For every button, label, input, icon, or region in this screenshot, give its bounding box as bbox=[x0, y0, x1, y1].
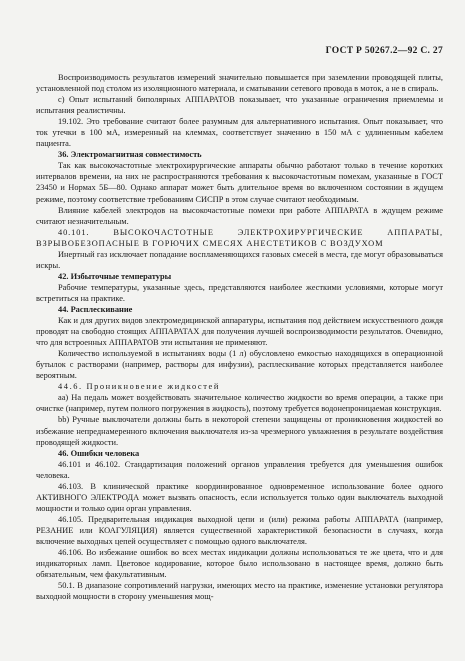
paragraph: Инертный газ исключает попадание воспламеняющихся газовых смесей в места, где могут образовываться искры. bbox=[36, 249, 443, 270]
paragraph: с) Опыт испытаний биполярных АППАРАТОВ показывает, что указанные ограничения приемлемы и испытания реалистичны. bbox=[36, 95, 443, 116]
section-heading: 42. Избыточные температуры bbox=[58, 271, 172, 281]
section-heading: 36. Электромагнитная совместимость bbox=[58, 150, 202, 160]
page-header: ГОСТ Р 50267.2—92 С. 27 bbox=[325, 46, 443, 56]
paragraph: Количество используемой в испытаниях воды (1 л) обусловлено емкостью находящихся в операционной бутылок с растворами (например, растворы для инфузии), расплескивание которых представляется наиболее вероятным. bbox=[36, 349, 443, 381]
paragraph: 19.102. Это требование считают более разумным для альтернативного испытания. Опыт показывает, что ток утечки в 100 мА, измеренный на клеммах, соответствует значению в 150 мА с удлиненным кабелем пациента. bbox=[36, 117, 443, 149]
paragraph: Воспроизводимость результатов измерений значительно повышается при заземлении проводящей плиты, установленной под столом из изоляционного материала, и сматывании сетевого провода в моток, а не в спираль. bbox=[36, 73, 443, 94]
section-heading: 46. Ошибки человека bbox=[58, 448, 140, 458]
paragraph: 46.103. В клинической практике координированное одновременное использование более одного АКТИВНОГО ЭЛЕКТРОДА может вызвать опасность, если используется только один выключатель выходной мощности и только один орган управления. bbox=[36, 481, 443, 513]
paragraph: 46.106. Во избежание ошибок во всех местах индикации должны использоваться те же цвета, что и для индикаторных ламп. Цветовое кодирование, которое было использовано в настоящее время, должно быть обязательным, чем факультативным. bbox=[36, 548, 443, 580]
paragraph: 46.101 и 46.102. Стандартизация положений органов управления требуется для уменьшения ошибок человека. bbox=[36, 459, 443, 480]
paragraph: Рабочие температуры, указанные здесь, представляются наиболее жесткими условиями, которые могут встретиться на практике. bbox=[36, 282, 443, 303]
paragraph: 50.1. В диапазоне сопротивлений нагрузки, имеющих место на практике, изменение установки регулятора выходной мощности в сторону уменьшения мощ- bbox=[36, 581, 443, 602]
paragraph: Влияние кабелей электродов на высокочастотные помехи при работе АППАРАТА в ждущем режиме считают незначительным. bbox=[36, 205, 443, 226]
section-heading: 44.6. Проникновение жидкостей bbox=[58, 382, 220, 392]
document-body bbox=[36, 72, 443, 602]
paragraph: aa) На педаль может воздействовать значительное количество жидкости во время операции, а также при очистке (например, путем полного погружения в жидкость), поэтому требуется водонепроницаемая конструкция. bbox=[36, 393, 443, 414]
paragraph: Как и для других видов электромедицинской аппаратуры, испытания под действием искусственного дождя проводят на свободно стоящих АППАРАТАХ для получения лучшей воспроизводимости результатов. Очевидно, что для встроенных АППАРАТОВ эти испытания не применяют. bbox=[36, 316, 443, 348]
section-heading: 40.101. ВЫСОКОЧАСТОТНЫЕ ЭЛЕКТРОХИРУРГИЧЕСКИЕ АППАРАТЫ, ВЗРЫВОБЕЗОПАСНЫЕ В ГОРЮЧИХ СМЕСЯХ АНЕСТЕТИКОВ С ВОЗДУХОМ bbox=[36, 227, 443, 248]
section-heading: 44. Расплескивание bbox=[58, 304, 133, 314]
paragraph: bb) Ручные выключатели должны быть в некоторой степени защищены от проникновения жидкостей во избежание непреднамеренного включения выключателя из-за чрезмерного увлажнения в результате воздействия проводящей жидкости. bbox=[36, 415, 443, 447]
paragraph: 46.105. Предварительная индикация выходной цепи и (или) режима работы АППАРАТА (например, РЕЗАНИЕ или КОАГУЛЯЦИЯ) является существенной характеристикой безопасности в случаях, когда включение выходных цепей осуществляет с помощью одного выключателя. bbox=[36, 514, 443, 546]
paragraph: Так как высокочастотные электрохирургические аппараты обычно работают только в течение коротких интервалов времени, на них не распространяются требования к высокочастотным помехам, указанные в ГОСТ 23450 и Нормах 5Б—80. Однако аппарат может быть длительное время во включенном состоянии в ждущем режиме, поэтому соответствие требованиям СИСПР в этом случае считают необходимым. bbox=[36, 161, 443, 204]
